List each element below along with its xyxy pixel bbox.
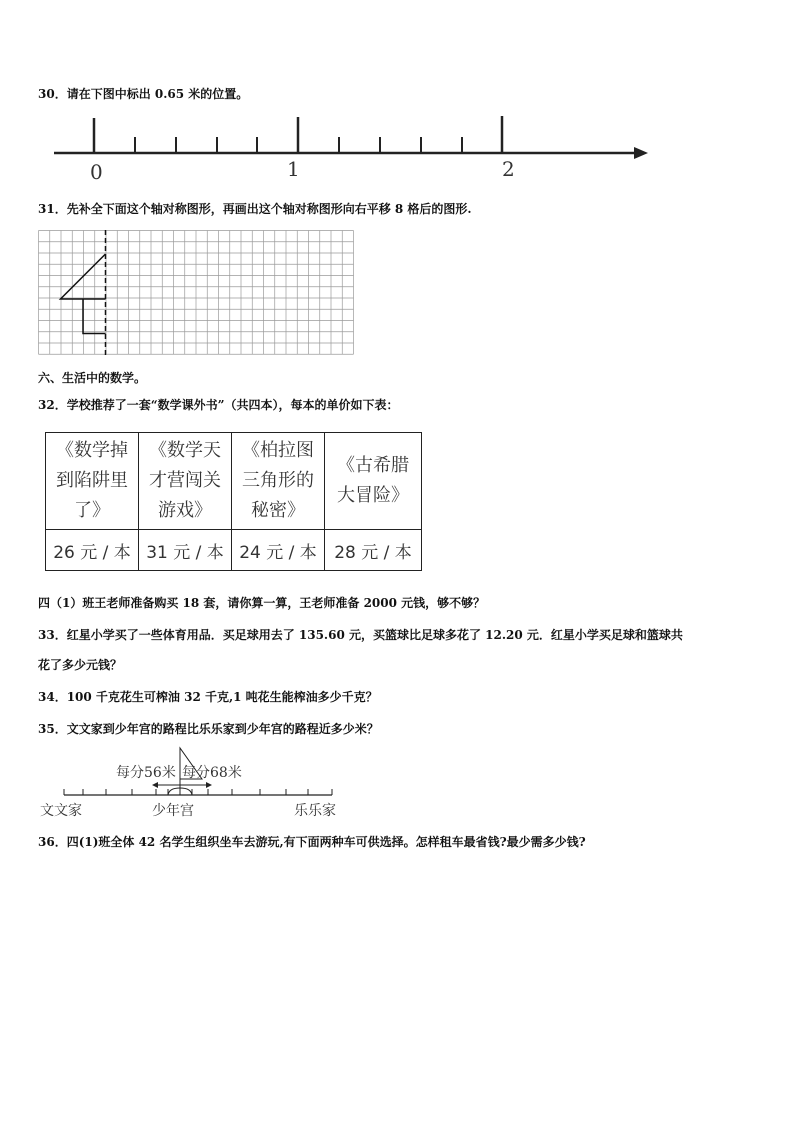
section-6-heading: 六、生活中的数学。 <box>38 371 147 385</box>
half-figure-top <box>61 254 106 299</box>
book-name-cell <box>232 433 325 530</box>
book-price: 26 元 / 本 <box>46 530 139 571</box>
label-1: 1 <box>287 157 300 181</box>
book-name: 《数学天 才营闯关 游戏》 <box>149 440 221 521</box>
book-price-table <box>45 432 422 571</box>
question-34-text: 34．100 千克花生可榨油 32 千克,1 吨花生能榨油多少千克？ <box>38 690 378 704</box>
book-price: 28 元 / 本 <box>325 530 422 571</box>
question-33-line1: 33．红星小学买了一些体育用品．买足球用去了 135.60 元，买篮球比足球多花了 12.20 元．红星小学买足球和篮球共 <box>38 628 683 642</box>
question-31-text: 31．先补全下面这个轴对称图形，再画出这个轴对称图形向右平移 8 格后的图形. <box>38 202 472 216</box>
book-price: 24 元 / 本 <box>232 530 325 571</box>
question-33-line2: 花了多少元钱？ <box>38 658 123 672</box>
question-36-text: 36．四(1)班全体 42 名学生组织坐车去游玩,有下面两种车可供选择。怎样租车最省钱?最少需多少钱? <box>38 835 586 849</box>
place-left: 文文家 <box>40 803 82 819</box>
place-right: 乐乐家 <box>294 803 336 819</box>
number-line-arrow <box>634 147 648 159</box>
book-price: 31 元 / 本 <box>139 530 232 571</box>
label-0: 0 <box>90 160 103 184</box>
book-name: 《古希腊 大冒险》 <box>337 455 409 506</box>
book-name: 《柏拉图 三角形的 秘密》 <box>242 440 314 521</box>
speed-right: 每分68米 <box>182 765 242 781</box>
book-name-cell <box>46 433 139 530</box>
place-middle: 少年宫 <box>152 803 194 819</box>
question-32-followup: 四（1）班王老师准备购买 18 套，请你算一算，王老师准备 2000 元钱，够不够？ <box>38 596 486 610</box>
half-figure-bottom <box>83 299 106 334</box>
book-name-cell <box>139 433 232 530</box>
symmetry-grid <box>38 230 358 358</box>
distance-diagram <box>36 745 366 823</box>
speed-left: 每分56米 <box>116 765 176 781</box>
question-35-text: 35．文文家到少年宫的路程比乐乐家到少年宫的路程近多少米？ <box>38 722 379 736</box>
label-2: 2 <box>502 157 515 181</box>
book-name: 《数学掉 到陷阱里 了》 <box>56 440 128 521</box>
number-line <box>50 112 660 184</box>
book-name-cell <box>325 433 422 530</box>
question-32-text: 32．学校推荐了一套“数学课外书”（共四本），每本的单价如下表： <box>38 398 399 412</box>
grid-lines <box>39 231 354 355</box>
question-30-text: 30．请在下图中标出 0.65 米的位置。 <box>38 87 249 101</box>
